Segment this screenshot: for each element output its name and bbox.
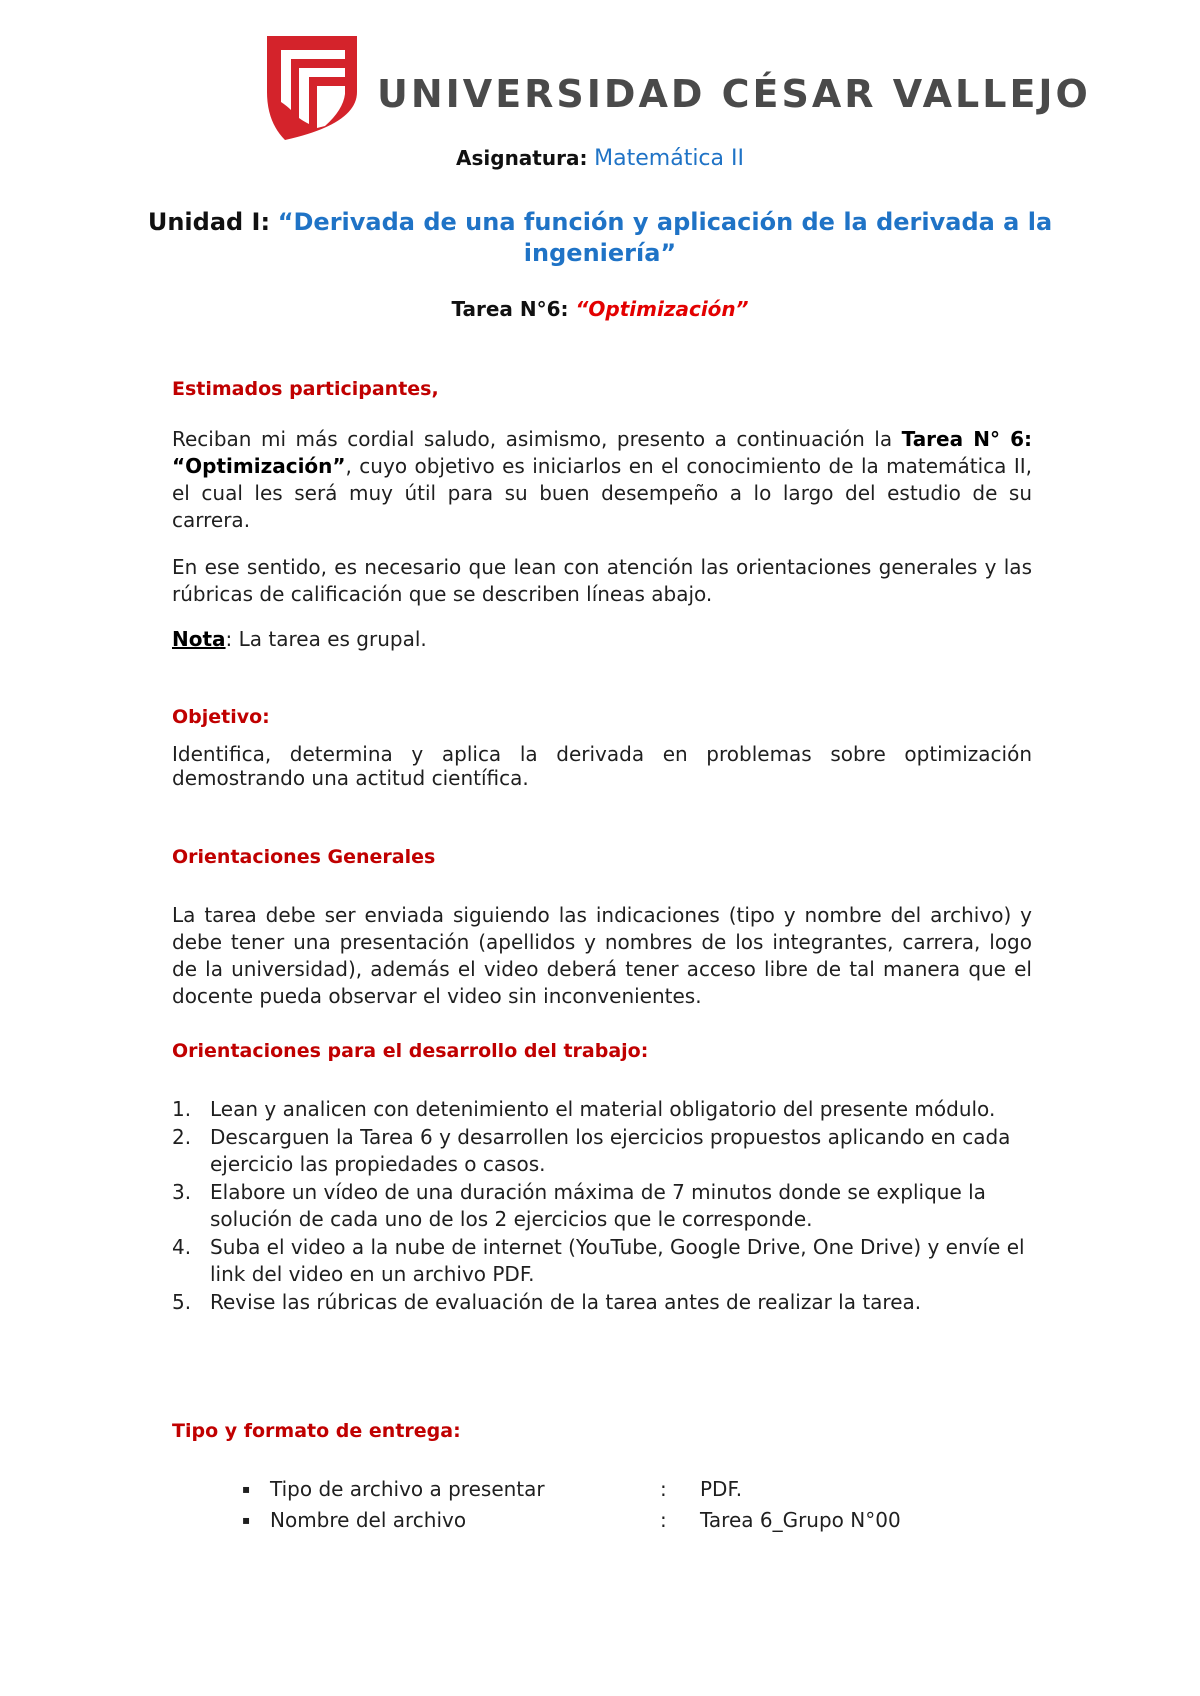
subject-line — [0, 146, 1200, 171]
unit-label: Unidad I: — [147, 208, 271, 236]
list-item — [172, 1124, 1040, 1179]
objective-text: Identifica, determina y aplica la derivada en problemas sobre optimización demostrando una actitud científica. — [172, 742, 1032, 790]
list-number: 1. — [172, 1097, 192, 1121]
university-name: UNIVERSIDAD CÉSAR VALLEJO — [377, 72, 1091, 116]
subject-label: Asignatura: — [456, 146, 588, 170]
list-text: Descarguen la Tarea 6 y desarrollen los ejercicios propuestos aplicando en cada ejercicio las propiedades o casos. — [210, 1124, 1011, 1176]
list-number: 4. — [172, 1234, 192, 1259]
intro-task-bold: Tarea N° 6: “Optimización” — [172, 427, 1032, 478]
general-heading: Orientaciones Generales — [172, 846, 436, 868]
unit-heading — [0, 207, 1200, 269]
note-line — [172, 626, 1032, 653]
list-number: 5. — [172, 1289, 192, 1314]
intro-text-b: , cuyo objetivo es iniciarlos en el conocimiento de la matemática II, el cual les será muy útil para su buen desempeño a lo largo del estudio de su carrera. — [172, 454, 1032, 532]
note-label: Nota — [172, 627, 226, 651]
list-text: Suba el video a la nube de internet (YouTube, Google Drive, One Drive) y envíe el link del video en un archivo PDF. — [210, 1234, 1025, 1286]
unit-title-line2: ingeniería” — [523, 239, 677, 267]
delivery-row — [242, 1505, 901, 1536]
list-number: 3. — [172, 1179, 192, 1204]
delivery-value: PDF. — [700, 1477, 743, 1501]
objective-heading: Objetivo: — [172, 706, 270, 728]
list-item — [172, 1289, 1040, 1317]
delivery-heading: Tipo y formato de entrega: — [172, 1420, 461, 1442]
list-number: 2. — [172, 1124, 192, 1149]
delivery-table — [242, 1474, 901, 1536]
intro-paragraph — [172, 426, 1032, 534]
delivery-value: Tarea 6_Grupo N°00 — [700, 1508, 901, 1532]
greeting: Estimados participantes, — [172, 378, 439, 400]
intro-paragraph-2: En ese sentido, es necesario que lean con atención las orientaciones generales y las rúbricas de calificación que se describen líneas abajo. — [172, 555, 1032, 606]
delivery-key: Nombre del archivo — [270, 1508, 467, 1532]
delivery-row — [242, 1474, 901, 1505]
unit-title-line1: “Derivada de una función y aplicación de la derivada a la — [277, 208, 1053, 236]
bullet-icon: ▪ — [242, 1482, 251, 1496]
list-item — [172, 1179, 1040, 1234]
development-list — [172, 1096, 1040, 1316]
general-text: La tarea debe ser enviada siguiendo las indicaciones (tipo y nombre del archivo) y debe tener una presentación (apellidos y nombres de los integrantes, carrera, logo de la universidad), además el video deberá tener acceso libre de tal manera que el docente pueda observar el video sin inconvenientes. — [172, 903, 1032, 1008]
subject-value: Matemática II — [594, 146, 744, 171]
bullet-icon: ▪ — [242, 1513, 251, 1527]
delivery-separator: : — [660, 1508, 667, 1532]
task-label: Tarea N°6: — [451, 297, 569, 321]
note-text: : La tarea es grupal. — [225, 627, 427, 651]
task-title: “Optimización” — [575, 297, 749, 321]
delivery-key: Tipo de archivo a presentar — [270, 1477, 545, 1501]
task-heading — [0, 297, 1200, 321]
list-item — [172, 1096, 1040, 1124]
list-text: Elabore un vídeo de una duración máxima de 7 minutos donde se explique la solución de cada uno de los 2 ejercicios que le corresponde. — [210, 1179, 986, 1231]
list-text: Lean y analicen con detenimiento el material obligatorio del presente módulo. — [210, 1097, 996, 1121]
shield-emblem-icon — [265, 32, 365, 144]
list-item — [172, 1234, 1040, 1289]
intro-text-a: Reciban mi más cordial saludo, asimismo, presento a continuación la — [172, 427, 902, 451]
delivery-separator: : — [660, 1477, 667, 1501]
list-text: Revise las rúbricas de evaluación de la tarea antes de realizar la tarea. — [210, 1289, 922, 1314]
university-logo — [265, 32, 1091, 144]
development-heading: Orientaciones para el desarrollo del trabajo: — [172, 1040, 649, 1062]
